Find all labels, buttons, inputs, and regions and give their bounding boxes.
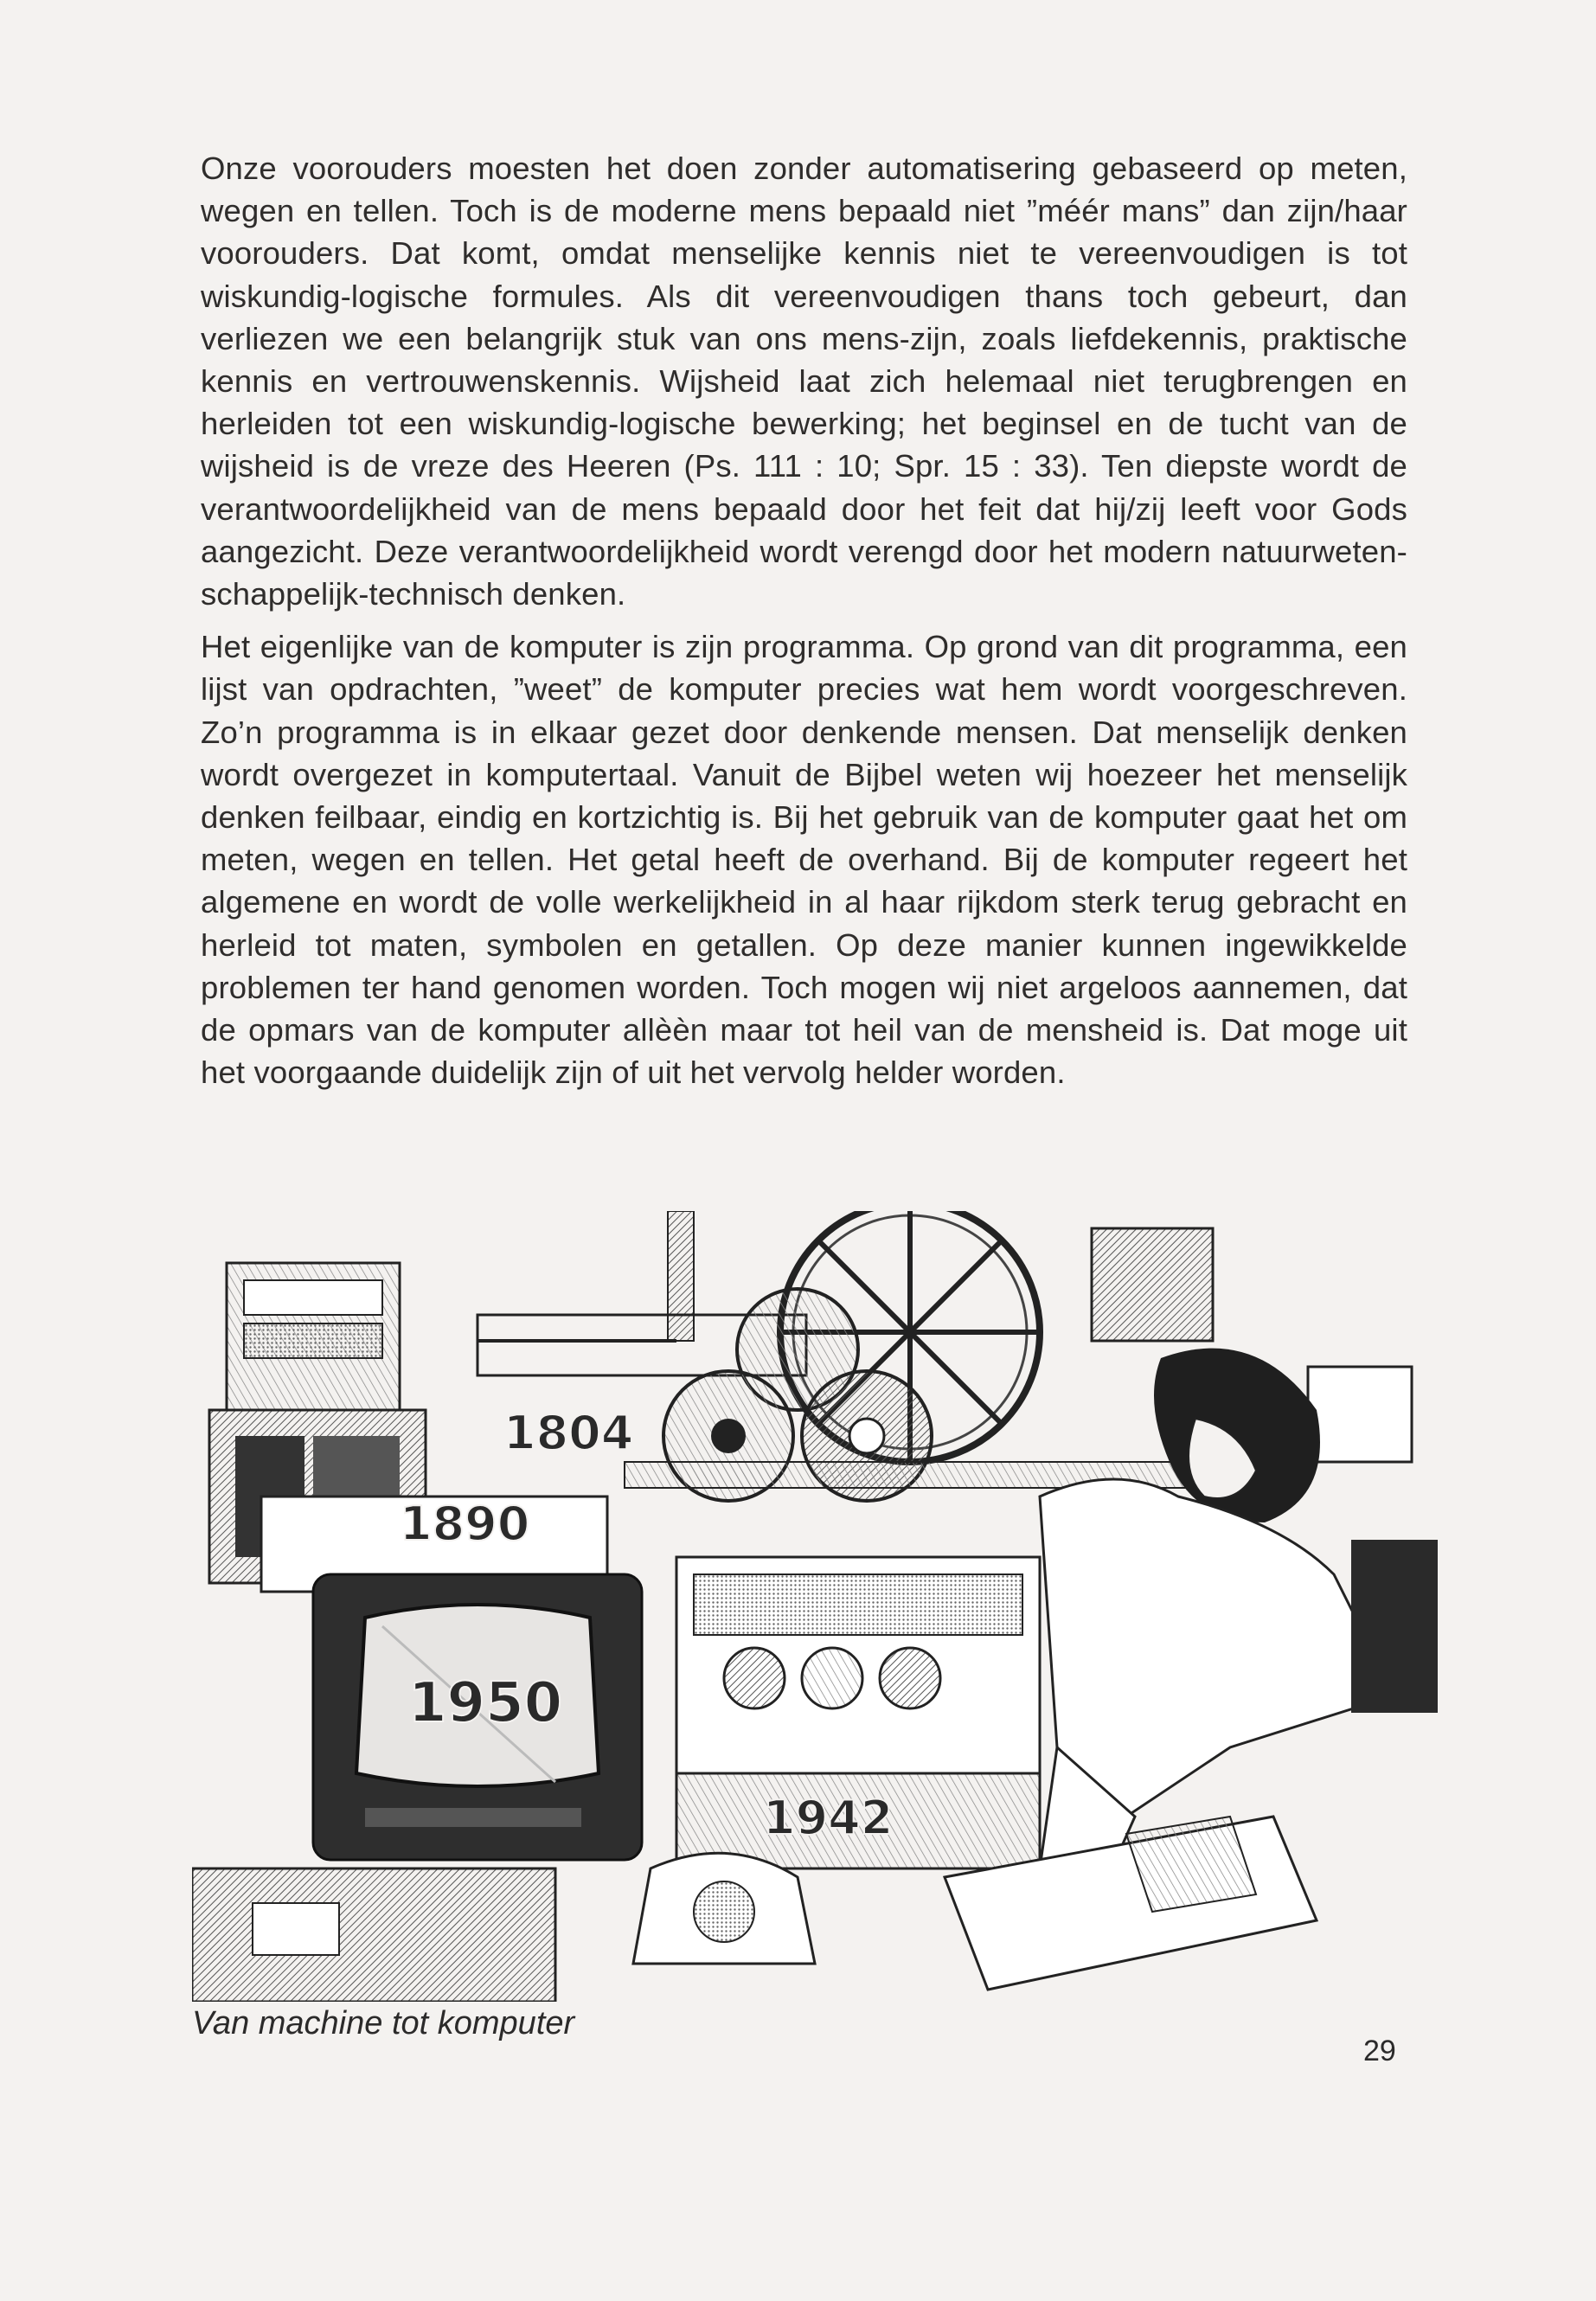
year-label-1942: 1942 — [763, 1791, 894, 1845]
year-label-1890: 1890 — [400, 1497, 530, 1551]
paragraph-1: Onze voorouders moesten het doen zonder automatisering gebaseerd op meten, wegen en tellen. Toch is de moderne mens bepaald niet ”méér mans” dan zijn/haar voorouders. Dat komt, omdat menselijke kennis niet te vereenvoudigen is tot wiskundig-logische formules. Als dit vereenvoudigen thans toch gebeurt, dan verliezen we een belangrijk stuk van ons mens-zijn, zoals liefdekennis, praktische kennis en vertrouwenskennis. Wijsheid laat zich helemaal niet terugbrengen en herleiden tot een wiskundig-logische bewerking; het beginsel en de tucht van de wijsheid is de vreze des Heeren (Ps. 111 : 10; Spr. 15 : 33). Ten diepste wordt de verantwoordelijkheid van de mens bepaald door het feit dat hij/zij leeft voor Gods aangezicht. Deze verantwoordelijkheid wordt verengd door het modern natuurweten-schappelijk-technisch denken. — [201, 151, 1407, 612]
page-number: 29 — [1363, 2035, 1396, 2067]
illustration-caption: Van machine tot komputer — [192, 2005, 575, 2041]
year-label-1950: 1950 — [408, 1671, 563, 1735]
machine-to-computer-illustration — [192, 1211, 1445, 2002]
body-text — [201, 147, 1407, 1104]
paragraph-2: Het eigenlijke van de komputer is zijn programma. Op grond van dit programma, een lijst van opdrachten, ”weet” de komputer precies wat hem wordt voorgeschreven. Zo’n programma is in elkaar gezet door denkende mensen. Dat menselijk denken wordt overgezet in komputertaal. Vanuit de Bijbel weten wij hoezeer het menselijk denken feilbaar, eindig en kortzichtig is. Bij het gebruik van de komputer gaat het om meten, wegen en tellen. Het getal heeft de overhand. Bij de komputer regeert het algemene en wordt de volle werkelijkheid in al haar rijkdom sterk terug gebracht en herleid tot maten, symbolen en getallen. Op deze manier kunnen ingewikkelde problemen ter hand genomen worden. Toch mogen wij niet argeloos aannemen, dat de opmars van de komputer allèèn maar tot heil van de mensheid is. Dat moge uit het voorgaande duidelijk zijn of uit het vervolg helder worden. — [201, 629, 1407, 1091]
year-label-1804: 1804 — [503, 1406, 634, 1460]
